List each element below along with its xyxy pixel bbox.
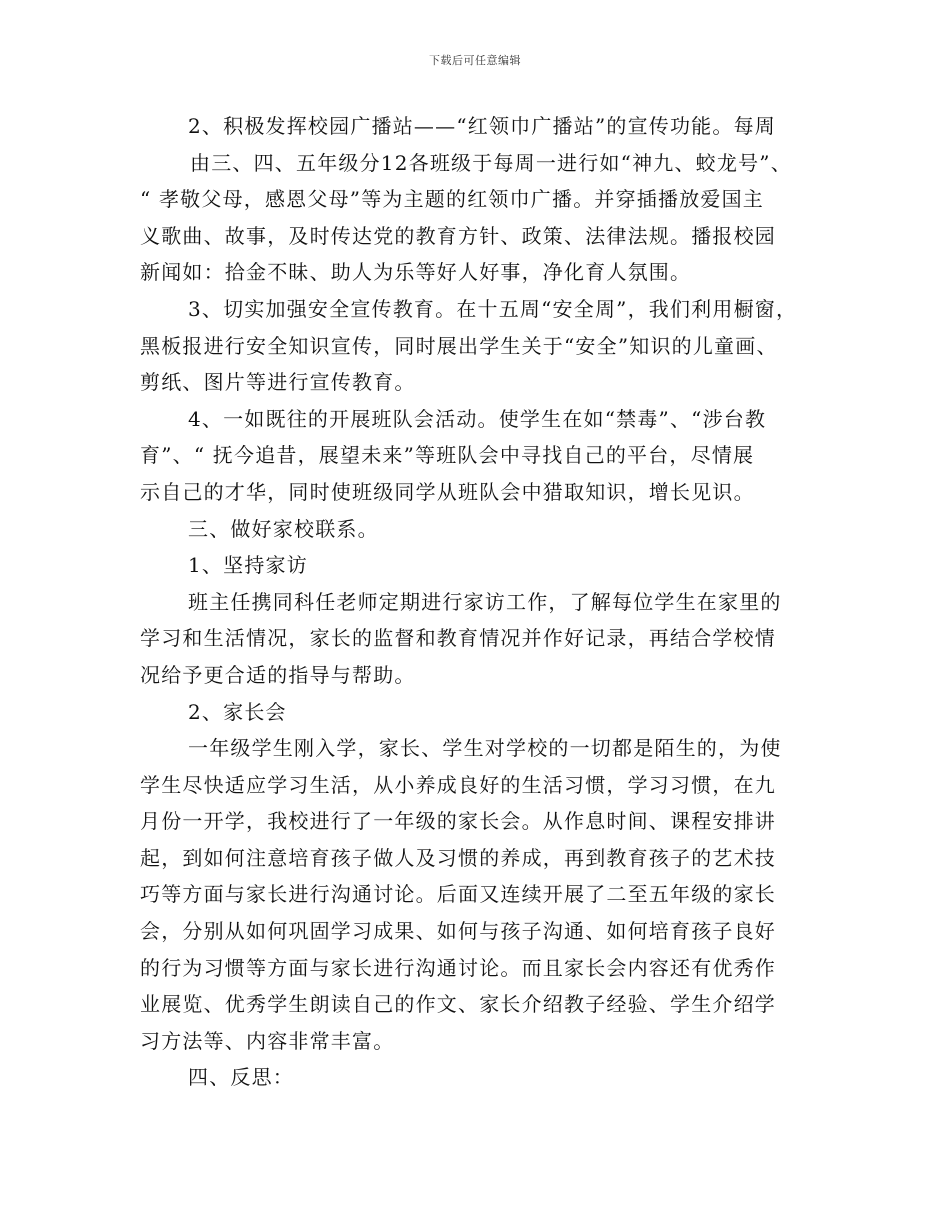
text-line: 的行为习惯等方面与家长进行沟通讨论。而且家长会内容还有优秀作 — [140, 955, 776, 980]
text-line: 义歌曲、故事，及时传达党的教育方针、政策、法律法规。播报校园 — [140, 223, 776, 248]
text-line: 起，到如何注意培育孩子做人及习惯的养成，再到教育孩子的艺术技 — [140, 845, 776, 870]
text-line: 学生尽快适应学习生活，从小养成良好的生活习惯，学习习惯，在九 — [140, 772, 776, 797]
text-line: 2、积极发挥校园广播站——“红领巾广播站”的宣传功能。每周 — [188, 114, 776, 138]
text-line: 育”、“ 抚今追昔，展望未来”等班队会中寻找自己的平台，尽情展 — [140, 443, 755, 468]
text-line: 业展览、优秀学生朗读自己的作文、家长介绍教子经验、学生介绍学 — [140, 992, 776, 1017]
document-body — [140, 108, 830, 1096]
text-line: 由三、四、五年级分12各班级于每周一进行如“神九、蛟龙号”、 — [190, 150, 792, 175]
text-line: 3、切实加强安全宣传教育。在十五周“安全周”，我们利用橱窗， — [188, 296, 798, 321]
section-heading: 四、反思： — [188, 1065, 294, 1090]
text-line: 巧等方面与家长进行沟通讨论。后面又连续开展了二至五年级的家长 — [140, 882, 776, 907]
text-line: 会，分别从如何巩固学习成果、如何与孩子沟通、如何培育孩子良好 — [140, 919, 776, 944]
subsection-heading: 2、家长会 — [188, 699, 287, 724]
text-line: 习方法等、内容非常丰富。 — [140, 1028, 395, 1053]
section-heading: 三、做好家校联系。 — [188, 516, 379, 541]
text-line: 班主任携同科任老师定期进行家访工作，了解每位学生在家里的 — [188, 589, 782, 614]
page-header: 下载后可任意编辑 — [429, 54, 521, 67]
text-line: 一年级学生刚入学，家长、学生对学校的一切都是陌生的，为使 — [188, 736, 782, 761]
text-line: “ 孝敬父母，感恩父母”等为主题的红领巾广播。并穿插播放爱国主 — [140, 187, 765, 212]
text-line: 况给予更合适的指导与帮助。 — [140, 662, 416, 687]
text-line: 新闻如：拾金不昧、助人为乐等好人好事，净化育人氛围。 — [140, 260, 692, 285]
text-line: 4、一如既往的开展班队会活动。使学生在如“禁毒”、“涉台教 — [188, 406, 767, 431]
text-line: 示自己的才华，同时使班级同学从班队会中猎取知识，增长见识。 — [140, 479, 755, 504]
subsection-heading: 1、坚持家访 — [188, 553, 308, 578]
text-line: 月份一开学，我校进行了一年级的家长会。从作息时间、课程安排讲 — [140, 809, 776, 834]
text-line: 学习和生活情况，家长的监督和教育情况并作好记录，再结合学校情 — [140, 626, 776, 651]
text-line: 黑板报进行安全知识宣传，同时展出学生关于“安全”知识的儿童画、 — [140, 333, 778, 358]
text-line: 剪纸、图片等进行宣传教育。 — [140, 370, 416, 395]
